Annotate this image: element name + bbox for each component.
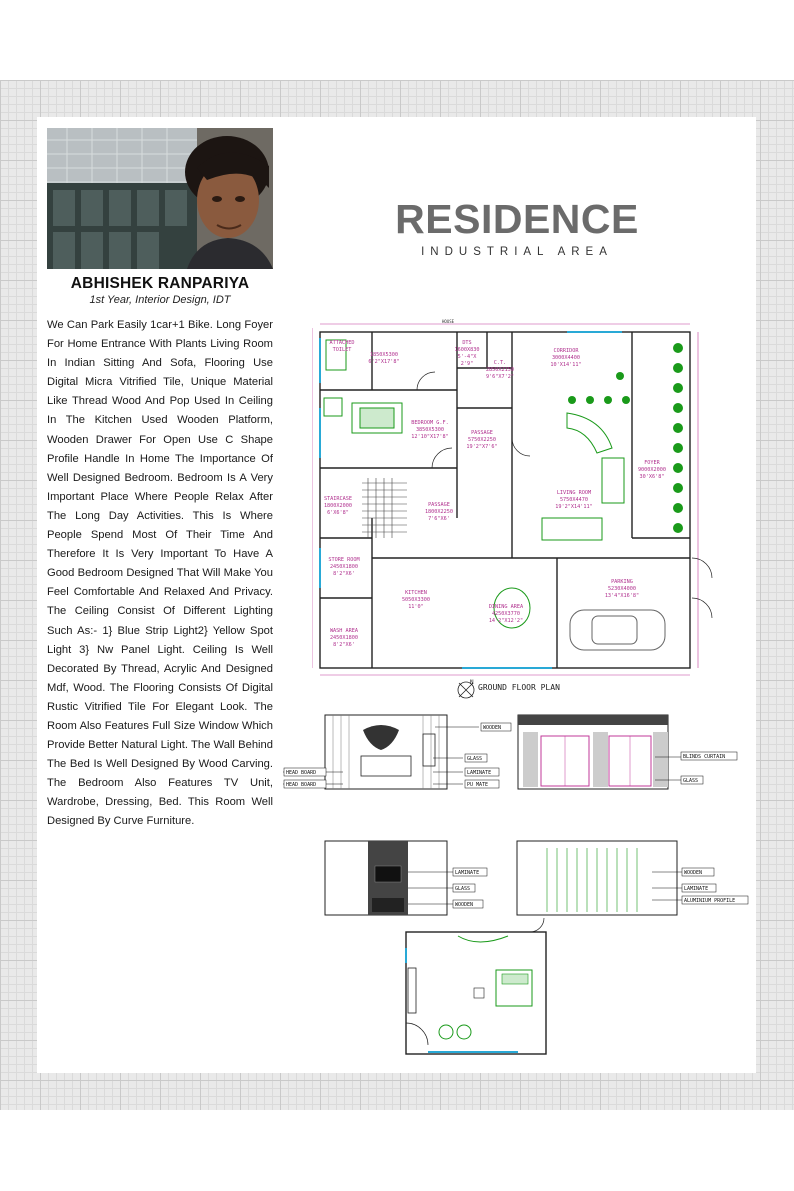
svg-text:5050X3300: 5050X3300 [401,597,431,603]
svg-text:STAIRCASE: STAIRCASE [323,496,353,502]
svg-text:6'X6'8": 6'X6'8" [327,510,349,516]
svg-text:1850X5300: 1850X5300 [369,352,399,358]
svg-text:7'6"X6': 7'6"X6' [428,516,450,522]
svg-text:5230X4000: 5230X4000 [607,586,637,592]
svg-text:2'9": 2'9" [460,361,474,367]
svg-text:PASSAGE: PASSAGE [428,502,450,508]
label-pu-matte: PU MATE [467,782,489,788]
svg-text:PASSAGE: PASSAGE [471,430,493,436]
label-glass: GLASS [683,778,699,784]
svg-text:19'2"X7'6": 19'2"X7'6" [466,444,498,450]
svg-text:BEDROOM G.F.: BEDROOM G.F. [411,420,449,426]
svg-text:2850X2150: 2850X2150 [485,367,515,373]
svg-text:9000X2000: 9000X2000 [637,467,667,473]
plan-label: GROUND FLOOR PLAN [478,683,560,692]
svg-text:1600X830: 1600X830 [454,347,480,353]
svg-text:1800X2250: 1800X2250 [424,509,454,515]
bedroom-plan [398,918,558,1063]
wardrobe-elevation [512,838,752,918]
svg-text:CORRIDOR: CORRIDOR [553,348,579,354]
project-subtitle: INDUSTRIAL AREA [421,246,613,258]
svg-text:ATTACHED: ATTACHED [329,340,355,346]
svg-text:19'2"X14'11": 19'2"X14'11" [555,504,593,510]
student-name: ABHISHEK RANPARIYA [70,275,250,292]
label-laminate: LAMINATE [684,886,709,892]
svg-text:WASH AREA: WASH AREA [329,628,359,634]
label-wooden: WOODEN [684,870,703,876]
svg-text:N: N [470,679,474,686]
bed-wall-elevation [283,712,513,792]
north-arrow-icon [455,678,477,700]
svg-text:9'6"X7'2": 9'6"X7'2" [485,374,515,380]
profile-photo [47,128,273,269]
svg-text:FOYER: FOYER [644,460,660,466]
project-title: RESIDENCE [395,196,639,242]
svg-text:2450X1800: 2450X1800 [329,564,359,570]
svg-text:4250X3770: 4250X3770 [491,611,521,617]
label-wooden: WOODEN [483,725,502,731]
svg-text:13'4"X16'8": 13'4"X16'8" [604,593,640,599]
svg-text:8'2"X6': 8'2"X6' [333,571,355,577]
plan-top-label: HOUSE [442,319,455,324]
tv-wall-elevation [320,838,490,918]
label-aluminium-profile: ALUMINIUM PROFILE [684,898,736,904]
label-head-board: HEAD BOARD [286,782,317,788]
window-wall-elevation [515,712,740,792]
svg-text:5750X2250: 5750X2250 [467,437,497,443]
project-description: We Can Park Easily 1car+1 Bike. Long Foyer For Home Entrance With Plants Living Room In Indian Sitting And Sofa, Flooring Use Digital Micra Vitrified Tile, Unique Material Like Thread Wood And Pop Used In Ceiling In The Kitchen Used Wooden Platform, Wooden Drawer For Open Use C Shape Profile Handle In Home The Importance Of Well Designed Bedroom. Bedroom Is A Very Important Place Where People Relax After The Long Day Activities. This Is Where People Spend Most Of Their Time And Therefore It Is Very Important To Have A Good Bedroom Designed That Will Make You Feel Comfortable And Relaxed And Privacy. The Ceiling Consist Of Different Lighting Such As:- 1} Blue Strip Light2} Yellow Spot Light 3} Nw Panel Light. Ceiling Is Well Decorated By Thread, Acrylic And Designed Mdf, Wood. The Flooring Consists Of Digital Rustic Vitrified Tile For Elegant Look. The Room Also Features Full Size Window Which Provide Better Natural Light. The Wall Behind The Bed Is Well Designed By Wood Carving. The Bedroom Also Features TV Unit, Wardrobe, Dressing, Bed. This Room Well Designed By Curve Furniture. [47,319,273,828]
svg-text:3000X4400: 3000X4400 [551,355,581,361]
label-laminate: LAMINATE [467,770,492,776]
svg-text:8'2"X6': 8'2"X6' [333,642,355,648]
svg-text:PARKING: PARKING [611,579,633,585]
ground-floor-plan [312,318,722,678]
label-blinds-curtain: BLINDS CURTAIN [683,754,726,760]
svg-text:5750X4470: 5750X4470 [559,497,589,503]
svg-text:STORE ROOM: STORE ROOM [328,557,360,563]
svg-text:11'0": 11'0" [408,604,424,610]
svg-text:DTS: DTS [462,340,472,346]
svg-text:LIVING ROOM: LIVING ROOM [556,490,592,496]
label-head-board: HEAD BOARD [286,770,317,776]
svg-text:3850X5300: 3850X5300 [415,427,445,433]
svg-text:KITCHEN: KITCHEN [405,590,427,596]
svg-text:10'X14'11": 10'X14'11" [550,362,582,368]
svg-text:2450X1800: 2450X1800 [329,635,359,641]
svg-text:DINING AREA: DINING AREA [488,604,524,610]
svg-text:6'2"X17'8": 6'2"X17'8" [368,359,400,365]
svg-text:5'-4"X: 5'-4"X [457,354,477,360]
svg-text:1800X2000: 1800X2000 [323,503,353,509]
label-glass: GLASS [455,886,471,892]
svg-text:TOILET: TOILET [332,347,352,353]
label-laminate: LAMINATE [455,870,480,876]
svg-text:30'X6'8": 30'X6'8" [639,474,665,480]
svg-text:C.T.: C.T. [493,360,507,366]
label-glass: GLASS [467,756,483,762]
svg-text:12'10"X17'8": 12'10"X17'8" [411,434,449,440]
student-course: 1st Year, Interior Design, IDT [89,294,231,306]
svg-text:14'2"X12'2": 14'2"X12'2" [488,618,524,624]
label-wooden: WOODEN [455,902,474,908]
